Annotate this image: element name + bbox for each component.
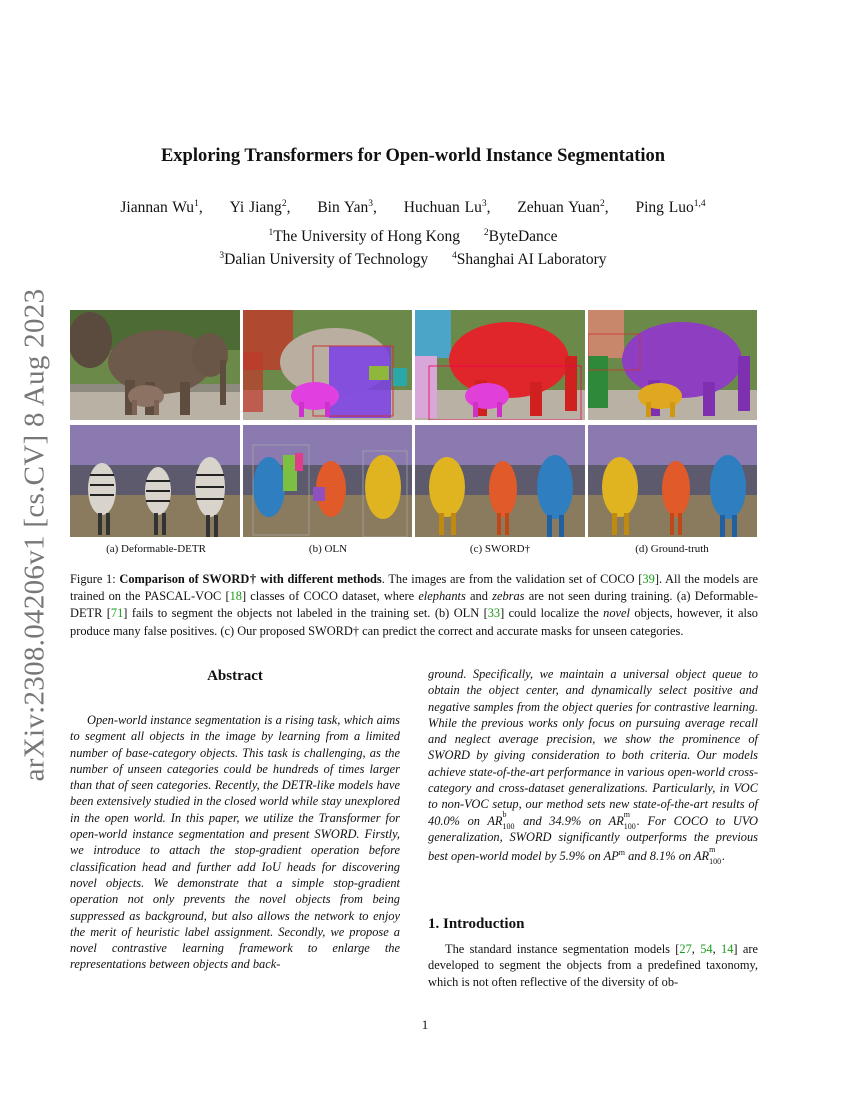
citation-link[interactable]: 54 xyxy=(700,942,713,956)
figure-1-grid xyxy=(70,310,758,542)
arxiv-identifier-text: arXiv:2308.04206v1 [cs.CV] 8 Aug 2023 xyxy=(18,288,51,782)
subcaption-d: (d) Ground-truth xyxy=(635,543,709,555)
abstract-right-column: ground. Specifically, we maintain a universal object queue to obtain the object center, and dynamically select positive and negative samples from the object queries for contrastive learning. While the previous works only focus on pursuing average recall and neglect average precision, we show the prominence of SWORD by giving consideration to both criteria. Our models achieve state-of-the-art performance in various open-world cross-category and cross-dataset generalizations. Particularly, in VOC to non-VOC setup, our method sets new state-of-the-art results of 40.0% on AR b 100 and 34.9% on AR m 100 . For COCO to UVO generalization, SWORD significantly outperforms the previous best open-world model by 5.9% on $AP^m$ and 8.1% on AR m 100 . xyxy=(428,667,758,867)
arxiv-identifier xyxy=(10,288,60,782)
abstract-left-column: Open-world instance segmentation is a rising task, which aims to segment all objects in the image by learning from a limited number of base-category objects. This task is challenging, as the number of unseen categories could be hundreds of times larger than that of seen categories. Recently, the DETR-like models have been extensively studied in the closed world while stay unexplored in the open world. In this paper, we utilize the Transformer for open-world instance segmentation and present SWORD. Firstly, we introduce to attach the stop-gradient operation before classification head and further add IoU heads for discovering novel objects. We demonstrate that a simple stop-gradient operation not only prevents the novel objects from being suppressed as background, but also allows the network to enjoy the merit of heuristic label assignment. Secondly, we propose a novel contrastive learning framework to enlarge the representations between objects and back- xyxy=(70,713,400,972)
subcaption-a: (a) Deformable-DETR xyxy=(106,543,206,555)
affiliation-line-1 xyxy=(70,228,756,246)
figure-caption: Figure 1: Comparison of SWORD† with different methods. The images are from the validation set of COCO [39]. All the models are trained on the PASCAL-VOC [18] classes of COCO dataset, where elephants and zebras are not seen during training. (a) Deformable-DETR [71] fails to segment the objects not labeled in the training set. (b) OLN [33] could localize the novel objects, however, it also produce many false positives. (c) Our proposed SWORD† can predict the correct and accurate masks for unseen categories. xyxy=(70,572,759,638)
page-number: 1 xyxy=(421,1017,429,1032)
elephant-ground-truth-image xyxy=(588,310,758,420)
citation-link[interactable]: 33 xyxy=(487,606,501,621)
zebra-row xyxy=(70,425,758,537)
abstract-heading: Abstract xyxy=(207,668,263,684)
author: Huchuan Lu$^3$, xyxy=(403,199,491,217)
author-list xyxy=(70,199,756,217)
citation-link[interactable]: 27 xyxy=(679,942,692,956)
author: Zehuan Yuan$^2$, xyxy=(517,199,609,217)
subcaption-c: (c) SWORD† xyxy=(469,543,531,555)
zebra-ground-truth-image xyxy=(588,425,758,537)
citation-link[interactable]: 39 xyxy=(642,572,655,586)
affiliation: $^4$Shanghai AI Laboratory xyxy=(452,251,607,269)
zebra-sword-image xyxy=(415,425,585,537)
author: Yi Jiang$^2$, xyxy=(229,199,291,217)
zebra-deformable-detr-image xyxy=(70,425,240,537)
figure-subcaptions xyxy=(70,543,758,555)
citation-link[interactable]: 71 xyxy=(110,606,124,621)
elephant-oln-image xyxy=(243,310,413,420)
affiliation: $^3$Dalian University of Technology xyxy=(219,251,429,269)
affiliation: $^2$ByteDance xyxy=(483,228,558,246)
affiliation: $^1$The University of Hong Kong xyxy=(268,228,461,246)
author: Ping Luo$^{1,4}$ xyxy=(635,199,706,217)
subcaption-b: (b) OLN xyxy=(308,543,348,555)
elephant-row xyxy=(70,310,758,420)
introduction-heading: 1. Introduction xyxy=(428,916,525,932)
affiliation-line-2 xyxy=(70,251,756,269)
zebra-oln-image xyxy=(243,425,413,537)
elephant-deformable-detr-image xyxy=(70,310,240,420)
citation-link[interactable]: 14 xyxy=(721,942,734,956)
citation-link[interactable]: 18 xyxy=(229,589,242,604)
paper-title: Exploring Transformers for Open-world Instance Segmentation xyxy=(160,146,666,166)
elephant-sword-image xyxy=(415,310,585,420)
author: Jiannan Wu$^1$, xyxy=(120,199,203,217)
author: Bin Yan$^3$, xyxy=(317,199,377,217)
introduction-paragraph: The standard instance segmentation models [27, 54, 14] are developed to segment the objects from a predefined taxonomy, which is not often reflective of the diversity of ob- xyxy=(428,942,758,989)
